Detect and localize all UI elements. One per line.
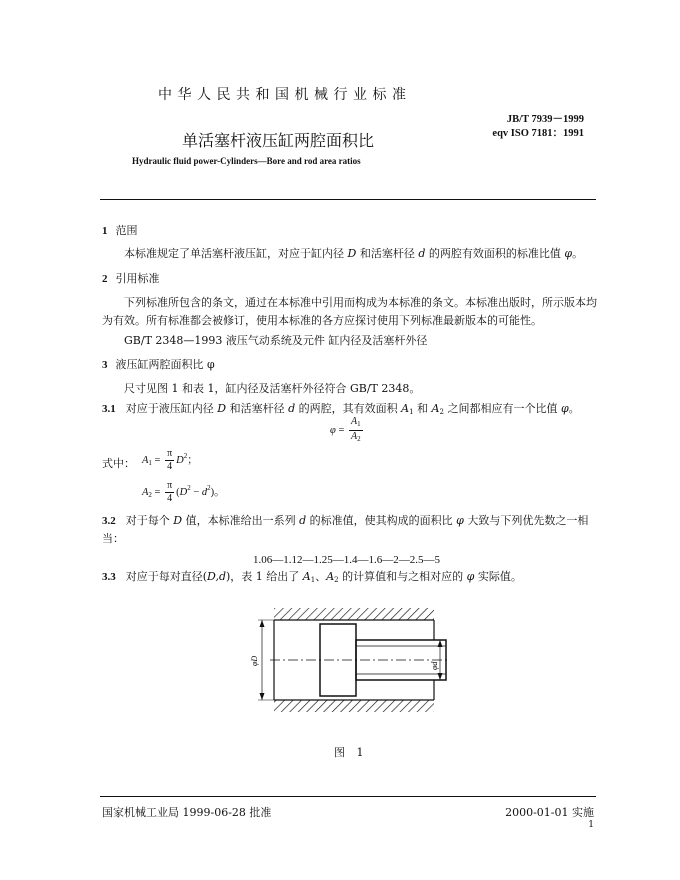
superscript: 2: [207, 483, 211, 492]
clause-3-2-line2: 当：: [102, 532, 124, 545]
text: 大致与下列优先数之一相: [463, 514, 589, 527]
text: 。: [568, 402, 580, 415]
var: d: [418, 247, 426, 260]
text: 、: [315, 570, 327, 583]
cylinder-wall-top: [274, 608, 434, 620]
figure-1-cylinder-diagram: [240, 600, 450, 724]
text: 。: [572, 247, 584, 260]
var: D: [179, 486, 188, 498]
text: 对于每个: [125, 514, 174, 527]
var: A: [350, 416, 358, 427]
text: 本标准规定了单活塞杆液压缸，对应于缸内径: [124, 247, 348, 260]
denominator: 4: [167, 493, 173, 504]
superscript: 2: [187, 483, 191, 492]
formula-a1: [142, 448, 198, 473]
section-title: 范围: [115, 224, 138, 237]
section-2-line2: 为有效。所有标准都会被修订，使用本标准的各方应探讨使用下列标准最新版本的可能性。: [102, 314, 542, 327]
clause-number: 3.3: [102, 571, 116, 583]
fraction: [165, 480, 174, 505]
subscript: 1: [310, 576, 316, 584]
var: φ: [564, 247, 573, 260]
numerator: [349, 416, 363, 431]
header-divider: [100, 199, 596, 200]
equals: =: [154, 486, 161, 498]
equivalent-standard: eqv ISO 7181：1991: [492, 128, 584, 139]
clause-number: 3.1: [102, 403, 116, 415]
section-title: 液压缸两腔面积比 φ: [115, 358, 215, 371]
var: A: [401, 402, 410, 415]
bore-diameter-label: φD: [250, 655, 259, 666]
section-number: 3: [102, 359, 108, 371]
text: 对应于液压缸内径: [125, 402, 218, 415]
denominator: [349, 431, 363, 445]
denominator: 4: [167, 461, 173, 472]
var: A: [302, 570, 311, 583]
var: A: [142, 454, 149, 466]
fraction: [165, 448, 174, 473]
phi-symbol: φ: [330, 424, 336, 436]
issuing-agency: 中华人民共和国机械行业标准: [158, 87, 412, 103]
var: A: [350, 431, 358, 442]
document-title-english: Hydraulic fluid power-Cylinders—Bore and rod area ratios: [132, 156, 361, 166]
subscript: 2: [334, 576, 339, 584]
equals: =: [338, 424, 345, 436]
text: 。: [214, 486, 225, 498]
numerator: π: [167, 448, 173, 459]
text: )，表 1 给出了: [226, 570, 303, 583]
section-number: 1: [102, 225, 108, 237]
clause-number: 3.2: [102, 515, 116, 527]
equals: =: [154, 454, 161, 466]
section-1-text: [124, 245, 583, 262]
text: 的两腔，其有效面积: [295, 402, 402, 415]
clause-3-2: [102, 512, 588, 530]
var: φ: [560, 402, 569, 415]
formula-a2: [142, 480, 225, 505]
var: d: [288, 402, 296, 415]
section-3-heading: [102, 356, 215, 372]
minus: −: [193, 486, 200, 498]
text: 的计算值和与之相对应的: [338, 570, 467, 583]
var: D: [217, 402, 227, 415]
preferred-number-series: 1.06—1.12—1.25—1.4—1.6—2—2.5—5: [253, 554, 440, 566]
section-3-intro: 尺寸见图 1 和表 1，缸内径及活塞杆外径符合 GB/T 2348。: [124, 382, 421, 395]
fraction: [349, 416, 363, 445]
numerator: π: [167, 480, 173, 491]
text: 和活塞杆径: [356, 247, 419, 260]
standard-code: JB/T 7939－1999: [506, 114, 584, 125]
section-1-heading: [102, 222, 138, 238]
text: 之间都相应有一个比值: [443, 402, 561, 415]
formula-label: 式中：: [102, 457, 135, 470]
text: ): [210, 486, 215, 498]
section-number: 2: [102, 273, 108, 285]
clause-3-3: [102, 568, 522, 589]
var: φ: [456, 514, 464, 527]
formula-phi: [330, 416, 365, 445]
var: A: [431, 402, 440, 415]
subscript: 1: [409, 408, 414, 416]
subscript: 2: [439, 408, 444, 416]
var: A: [326, 570, 335, 583]
var: D: [173, 514, 183, 527]
subscript: 1: [357, 420, 361, 428]
section-title: 引用标准: [115, 272, 160, 285]
var: A: [142, 486, 149, 498]
text: 实际值。: [474, 570, 522, 583]
var: D: [347, 247, 357, 260]
text: (: [176, 486, 180, 498]
text: 对应于每对直径(: [125, 570, 208, 583]
section-2-heading: [102, 270, 160, 286]
var: D: [176, 454, 184, 466]
text: 的标准值，使其构成的面积比: [306, 514, 457, 527]
standard-code-block: [492, 113, 584, 141]
text: ；: [187, 454, 198, 466]
var: d: [299, 514, 307, 527]
approval-info: 国家机械工业局 1999-06-28 批准: [102, 806, 272, 819]
effective-date: 2000-01-01 实施: [505, 806, 594, 819]
subscript: 1: [148, 458, 152, 467]
text: 值，本标准给出一系列: [182, 514, 300, 527]
var: D,d: [207, 570, 227, 583]
var: φ: [466, 570, 475, 583]
subscript: 2: [148, 490, 152, 499]
text: 和: [413, 402, 432, 415]
subscript: 2: [357, 435, 361, 443]
footer-divider: [100, 796, 596, 797]
normative-reference: GB/T 2348—1993 液压气动系统及元件 缸内径及活塞杆外径: [124, 334, 428, 347]
section-2-line1: 下列标准所包含的条文，通过在本标准中引用而构成为本标准的条文。本标准出版时，所示版本均: [124, 296, 597, 309]
superscript: 2: [183, 451, 188, 460]
var: d: [201, 486, 208, 498]
rod-diameter-label: φd: [430, 661, 439, 670]
figure-caption: 图 1: [334, 746, 368, 759]
document-title: 单活塞杆液压缸两腔面积比: [182, 131, 375, 150]
text: 和活塞杆径: [226, 402, 289, 415]
cylinder-wall-bottom: [274, 700, 434, 712]
text: 的两腔有效面积的标准比值: [425, 247, 565, 260]
page-number: 1: [588, 820, 594, 830]
